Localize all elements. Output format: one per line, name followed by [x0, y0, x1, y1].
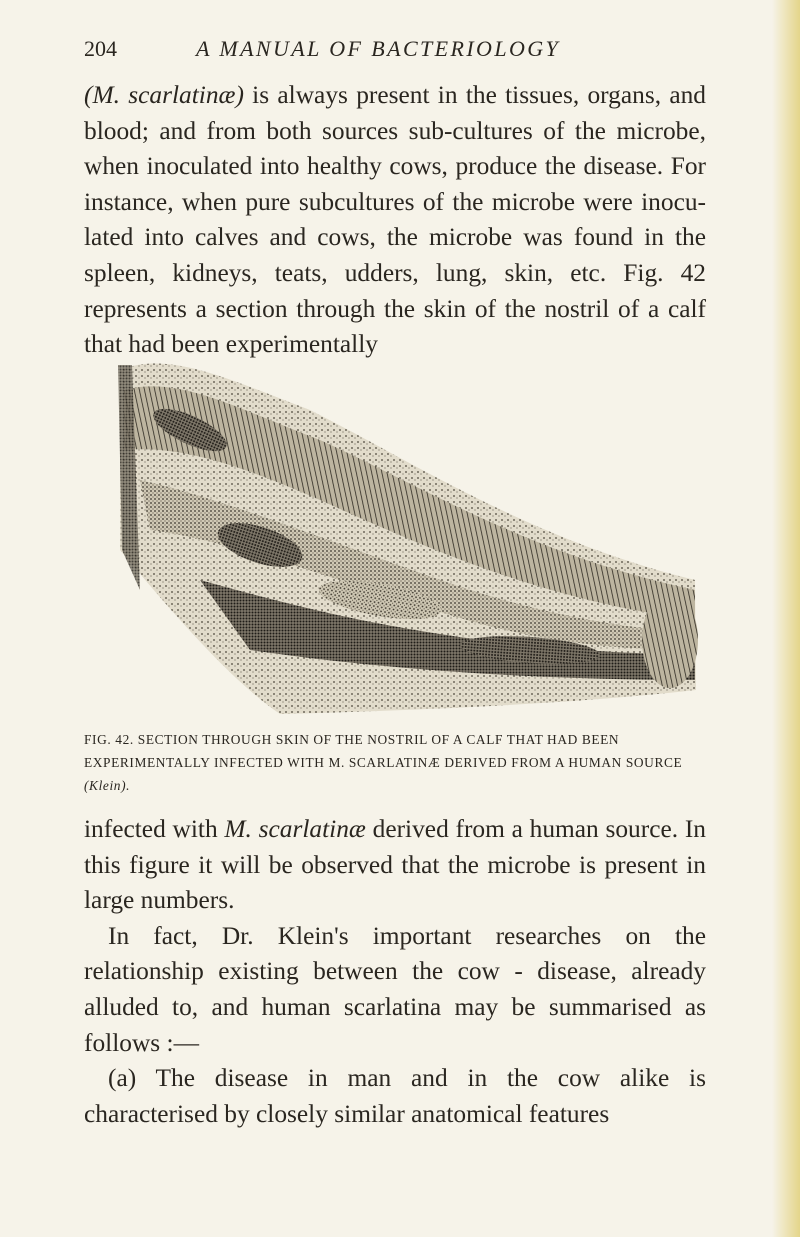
paragraph-2 [84, 812, 706, 1132]
page-number: 204 [84, 36, 117, 61]
page-header [84, 36, 724, 66]
running-title: A MANUAL OF BACTERIOLOGY [196, 36, 561, 61]
paragraph-2-lead: infected with [84, 815, 225, 843]
paragraph-2-text: derived from a human source. In this figure it will be observed that the microbe is present in large numbers. [84, 815, 706, 915]
caption-label: FIG. 42. [84, 732, 134, 747]
paragraph-1-text: is always present in the tissues, organs, and blood; and from both sources sub-cultures of the microbe, when inoculated into healthy cows, produce the disease. For instance, when pure subcultures of the microbe were inocu-lated into calves and cows, the microbe was found in the spleen, kidneys, teats, udders, lung, skin, etc. Fig. 42 represents a section through the skin of the nostril of a calf that had been experimentally [84, 81, 706, 359]
paragraph-4-marker: (a) [108, 1064, 137, 1093]
caption-text: SECTION THROUGH SKIN OF THE NOSTRIL OF A CALF THAT HAD BEEN EXPERIMENTALLY INFECTED WITH M. SCARLATINÆ DERIVED FROM A HUMAN SOURCE [84, 732, 683, 770]
species-name: (M. scarlatinæ) [84, 81, 244, 109]
page-edge [772, 0, 800, 1237]
paragraph-1 [84, 78, 706, 363]
figure-caption [84, 728, 710, 797]
paragraph-4-text: The disease in man and in the cow alike is characterised by closely similar anatomical features [84, 1064, 706, 1128]
caption-citation: (Klein). [84, 778, 131, 793]
paragraph-3: In fact, Dr. Klein's important researches on the relationship existing between the cow - disease, already alluded to, and human scarlatina may be summarised as follows :— [84, 921, 706, 1057]
fig-42-illustration [110, 350, 702, 722]
species-name-2: M. scarlatinæ [224, 815, 366, 843]
